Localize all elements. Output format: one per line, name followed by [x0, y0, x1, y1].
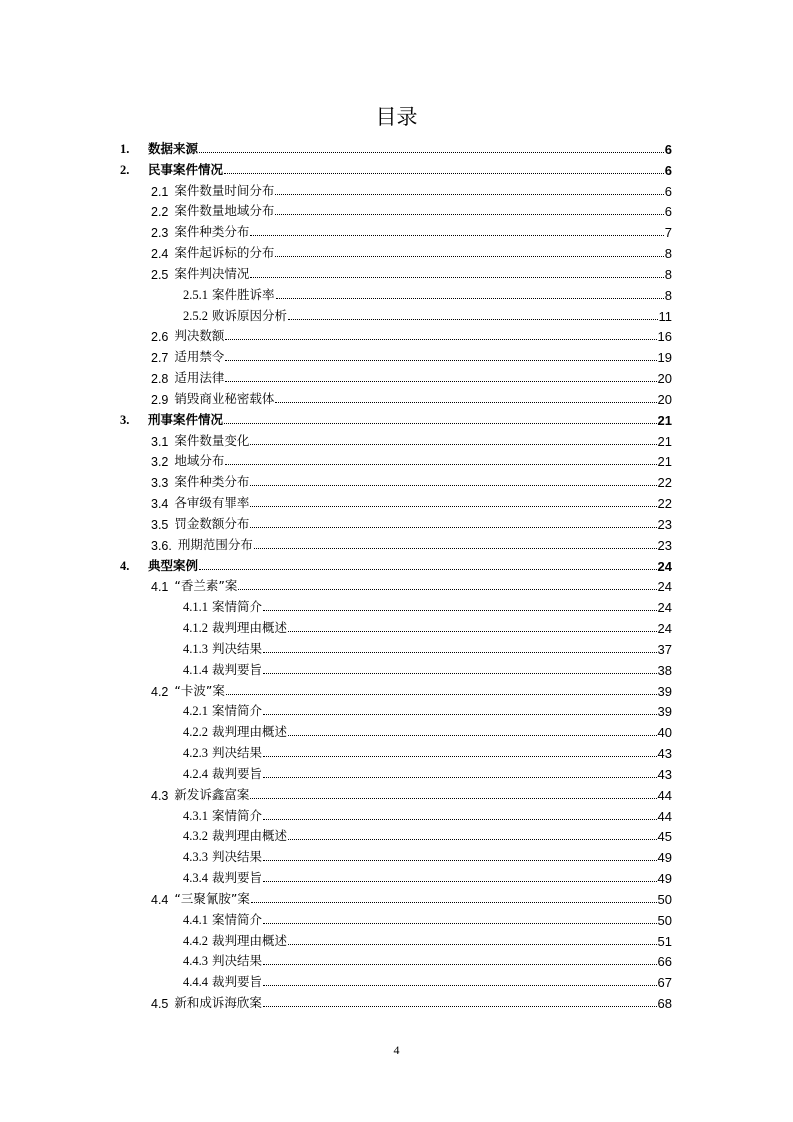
toc-entry-title: 销毁商业秘密载体 — [174, 390, 275, 406]
dot-leader — [263, 880, 657, 882]
toc-entry-page: 20 — [657, 371, 672, 387]
dot-leader — [263, 713, 657, 715]
toc-entry-page: 49 — [657, 850, 672, 866]
toc-entry-page: 19 — [657, 350, 672, 366]
toc-entry-number: 3.3 — [151, 476, 169, 491]
dot-leader — [224, 172, 664, 174]
toc-entry[interactable] — [183, 283, 672, 303]
toc-entry[interactable] — [151, 241, 672, 261]
toc-entry-title: “香兰素”案 — [174, 578, 238, 594]
toc-entry[interactable] — [151, 179, 672, 199]
toc-entry-page: 6 — [664, 183, 672, 199]
toc-entry-number: 4.2.2 — [183, 725, 208, 740]
toc-entry-number: 4.2.3 — [183, 746, 208, 761]
toc-entry-number: 4.4.4 — [183, 975, 208, 990]
toc-entry-number: 3. — [120, 412, 130, 427]
dot-leader — [288, 943, 657, 945]
toc-entry-number: 4.3.3 — [183, 850, 208, 865]
toc-entry-page: 8 — [664, 266, 672, 282]
toc-entry-number: 2.3 — [151, 226, 169, 241]
toc-entry-number: 4.4.2 — [183, 933, 208, 948]
toc-entry-page: 24 — [657, 621, 672, 637]
toc-entry-title: “三聚氰胺”案 — [174, 890, 250, 906]
dot-leader — [250, 505, 656, 507]
toc-entry-page: 66 — [657, 954, 672, 970]
dot-leader — [263, 1005, 657, 1007]
toc-entry-title: 数据来源 — [148, 141, 199, 156]
toc-entry-page: 21 — [657, 433, 672, 449]
toc-entry-number: 4.1.3 — [183, 641, 208, 656]
dot-leader — [226, 693, 657, 695]
toc-entry-title: 案件数量变化 — [174, 432, 250, 448]
toc-entry-page: 21 — [657, 454, 672, 470]
toc-entry[interactable] — [151, 491, 672, 511]
toc-entry[interactable] — [151, 387, 672, 407]
page-number: 4 — [393, 1043, 400, 1057]
toc-entry-number: 4.3.2 — [183, 829, 208, 844]
toc-entry[interactable] — [120, 554, 672, 574]
toc-entry-title: 判决结果 — [212, 849, 263, 865]
toc-entry-page: 37 — [657, 641, 672, 657]
dot-leader — [288, 838, 657, 840]
toc-entry-page: 23 — [657, 516, 672, 532]
dot-leader — [254, 547, 657, 549]
dot-leader — [288, 630, 657, 632]
toc-entry-number: 2.5.2 — [183, 308, 208, 323]
dot-leader — [199, 568, 657, 570]
toc-entry-title: 案件种类分布 — [174, 474, 250, 490]
toc-entry-page: 39 — [657, 704, 672, 720]
toc-entry-number: 4.1 — [151, 580, 169, 595]
dot-leader — [276, 297, 664, 299]
toc-entry-number: 3.2 — [151, 455, 169, 470]
toc-entry-number: 4.5 — [151, 997, 169, 1012]
toc-entry-number: 3.6. — [151, 538, 172, 553]
toc-entry-title: 判决结果 — [212, 640, 263, 656]
toc-entry-number: 4.1.1 — [183, 600, 208, 615]
toc-entry-page: 45 — [657, 829, 672, 845]
toc-entry-title: 判决结果 — [212, 953, 263, 969]
toc-entry-title: 地域分布 — [174, 453, 225, 469]
toc-entry[interactable] — [151, 887, 672, 907]
toc-entry[interactable] — [151, 262, 672, 282]
toc-entry-title: 案件数量时间分布 — [174, 182, 275, 198]
toc-entry-title: 案情简介 — [212, 599, 263, 615]
dot-leader — [263, 963, 657, 965]
toc-entry-title: 案件判决情况 — [174, 265, 250, 281]
toc-entry[interactable] — [151, 991, 672, 1011]
toc-entry-page: 43 — [657, 766, 672, 782]
toc-entry-page: 50 — [657, 891, 672, 907]
toc-entry[interactable] — [151, 345, 672, 365]
toc-entry-title: 案情简介 — [212, 911, 263, 927]
dot-leader — [251, 901, 657, 903]
toc-entry-number: 2.5 — [151, 267, 169, 282]
toc-entry-title: 案件种类分布 — [174, 224, 250, 240]
toc-entry[interactable] — [151, 512, 672, 532]
toc-entry-number: 4.4 — [151, 892, 169, 907]
toc-entry-title: 案件胜诉率 — [212, 286, 275, 302]
toc-entry[interactable] — [183, 824, 672, 844]
toc-entry[interactable] — [151, 199, 672, 219]
dot-leader — [275, 213, 663, 215]
dot-leader — [263, 984, 657, 986]
toc-entry[interactable] — [183, 804, 672, 824]
toc-entry[interactable] — [183, 949, 672, 969]
toc-entry-number: 2.9 — [151, 392, 169, 407]
toc-entry-page: 44 — [657, 787, 672, 803]
toc-entry-page: 51 — [657, 933, 672, 949]
dot-leader — [275, 255, 663, 257]
toc-entry-page: 39 — [657, 683, 672, 699]
toc-entry-page: 44 — [657, 808, 672, 824]
toc-entry[interactable] — [151, 324, 672, 344]
toc-title: 目录 — [375, 105, 418, 129]
toc-entry[interactable] — [183, 970, 672, 990]
toc-entry-page: 67 — [657, 975, 672, 991]
dot-leader — [275, 193, 663, 195]
toc-entry-page: 68 — [657, 996, 672, 1012]
dot-leader — [288, 318, 657, 320]
toc-entry-page: 20 — [657, 391, 672, 407]
toc-entry-number: 2.1 — [151, 184, 169, 199]
dot-leader — [238, 588, 656, 590]
toc-entry-title: 案件数量地域分布 — [174, 203, 275, 219]
toc-entry[interactable] — [151, 679, 672, 699]
toc-entry-page: 6 — [664, 142, 672, 157]
dot-leader — [263, 755, 657, 757]
toc-entry-title: 裁判理由概述 — [212, 828, 288, 844]
dot-leader — [250, 276, 663, 278]
toc-entry-title: 民事案件情况 — [148, 161, 224, 177]
toc-entry-page: 7 — [664, 225, 672, 241]
toc-entry-page: 22 — [657, 475, 672, 491]
toc-entry-number: 1. — [120, 142, 130, 156]
toc-entry[interactable] — [151, 783, 672, 803]
toc-entry-number: 4.1.2 — [183, 621, 208, 636]
toc-entry-page: 21 — [657, 412, 672, 428]
dot-leader — [199, 151, 664, 153]
toc-entry[interactable] — [151, 470, 672, 490]
toc-entry[interactable] — [151, 429, 672, 449]
toc-entry-page: 8 — [664, 287, 672, 303]
toc-entry-page: 43 — [657, 746, 672, 762]
toc-entry-number: 4.4.1 — [183, 912, 208, 927]
toc-entry-title: 典型案例 — [148, 557, 199, 573]
toc-entry-page: 6 — [664, 162, 672, 178]
dot-leader — [250, 484, 656, 486]
toc-entry-number: 2. — [120, 162, 130, 177]
toc-entry-number: 4. — [120, 558, 130, 573]
toc-entry-number: 4.3.4 — [183, 871, 208, 886]
toc-entry-page: 8 — [664, 246, 672, 262]
dot-leader — [263, 922, 657, 924]
toc-entry-number: 3.4 — [151, 497, 169, 512]
dot-leader — [224, 422, 657, 424]
toc-entry-page: 16 — [657, 329, 672, 345]
toc-entry[interactable] — [183, 762, 672, 782]
toc-entry[interactable] — [183, 699, 672, 719]
toc-entry-number: 3.5 — [151, 517, 169, 532]
dot-leader — [250, 234, 663, 236]
toc-entry-number: 2.7 — [151, 351, 169, 366]
toc-entry[interactable] — [183, 304, 672, 324]
toc-entry-title: 败诉原因分析 — [212, 307, 288, 323]
dot-leader — [250, 526, 656, 528]
toc-entry-page: 11 — [658, 308, 672, 324]
toc-entry-title: 裁判要旨 — [212, 661, 263, 677]
dot-leader — [263, 651, 657, 653]
toc-entry-page: 38 — [657, 662, 672, 678]
toc-entry-number: 2.2 — [151, 205, 169, 220]
toc-entry[interactable] — [151, 220, 672, 240]
toc-entry[interactable] — [151, 574, 672, 594]
toc-entry-page: 24 — [657, 579, 672, 595]
toc-entry[interactable] — [151, 449, 672, 469]
toc-entry-number: 4.3 — [151, 788, 169, 803]
toc-entry-title: 适用法律 — [174, 370, 225, 386]
toc-entry-title: 裁判要旨 — [212, 870, 263, 886]
dot-leader — [263, 609, 657, 611]
dot-leader — [250, 797, 656, 799]
toc-entry[interactable] — [151, 366, 672, 386]
toc-entry-number: 4.2.4 — [183, 766, 208, 781]
toc-entry-title: 刑事案件情况 — [148, 411, 224, 427]
toc-entry[interactable] — [183, 658, 672, 678]
toc-entry[interactable] — [183, 637, 672, 657]
toc-entry[interactable] — [183, 845, 672, 865]
toc-entry-number: 4.1.4 — [183, 662, 208, 677]
toc-entry-number: 4.2.1 — [183, 704, 208, 719]
toc-entry[interactable] — [183, 908, 672, 928]
toc-entry-number: 4.4.3 — [183, 954, 208, 969]
toc-entry-title: 案情简介 — [212, 807, 263, 823]
toc-entry-title: 新发诉鑫富案 — [174, 786, 250, 802]
toc-entry-title: 判决结果 — [212, 745, 263, 761]
toc-entry-page: 24 — [657, 558, 672, 574]
toc-entry-number: 2.6 — [151, 330, 169, 345]
toc-entry-title: 新和成诉海欣案 — [174, 995, 262, 1011]
toc-entry-page: 50 — [657, 912, 672, 928]
toc-entry-page: 22 — [657, 496, 672, 512]
toc-entry-number: 3.1 — [151, 434, 169, 449]
toc-entry[interactable] — [183, 866, 672, 886]
toc-entry-title: 适用禁令 — [174, 349, 225, 365]
toc-entry-title: 裁判理由概述 — [212, 724, 288, 740]
toc-entry-title: “卡波”案 — [174, 682, 225, 698]
dot-leader — [263, 859, 657, 861]
toc-entry[interactable] — [183, 720, 672, 740]
toc-entry-title: 判决数额 — [174, 328, 225, 344]
dot-leader — [263, 818, 657, 820]
toc-entry[interactable] — [183, 741, 672, 761]
toc-entry-page: 24 — [657, 600, 672, 616]
toc-entry-number: 2.4 — [151, 247, 169, 262]
toc-entry-page: 49 — [657, 871, 672, 887]
dot-leader — [263, 776, 657, 778]
toc-entry-page: 6 — [664, 204, 672, 220]
toc-entry[interactable] — [120, 137, 672, 157]
toc-entry-title: 各审级有罪率 — [174, 495, 250, 511]
toc-entry-number: 4.2 — [151, 684, 169, 699]
toc-entry-title: 裁判要旨 — [212, 974, 263, 990]
toc-entry-title: 裁判要旨 — [212, 765, 263, 781]
toc-entry-title: 罚金数额分布 — [174, 515, 250, 531]
toc-entry[interactable] — [183, 929, 672, 949]
toc-entry-title: 裁判理由概述 — [212, 620, 288, 636]
dot-leader — [225, 338, 656, 340]
toc-entry[interactable] — [183, 616, 672, 636]
toc-entry-title: 刑期范围分布 — [177, 536, 253, 552]
toc-entry-page: 40 — [657, 725, 672, 741]
toc-entry-number: 4.3.1 — [183, 808, 208, 823]
toc-entry-page: 23 — [657, 537, 672, 553]
toc-entry[interactable] — [120, 158, 672, 178]
dot-leader — [225, 380, 656, 382]
dot-leader — [225, 359, 656, 361]
dot-leader — [275, 401, 656, 403]
dot-leader — [225, 463, 656, 465]
toc-entry-title: 案情简介 — [212, 703, 263, 719]
toc-entry-number: 2.8 — [151, 372, 169, 387]
dot-leader — [250, 443, 656, 445]
toc-entry-title: 裁判理由概述 — [212, 932, 288, 948]
toc-entry[interactable] — [151, 533, 672, 553]
toc-entry[interactable] — [120, 408, 672, 428]
toc-entry[interactable] — [183, 595, 672, 615]
toc-entry-title: 案件起诉标的分布 — [174, 245, 275, 261]
dot-leader — [288, 734, 657, 736]
dot-leader — [263, 672, 657, 674]
toc-entry-number: 2.5.1 — [183, 287, 208, 302]
